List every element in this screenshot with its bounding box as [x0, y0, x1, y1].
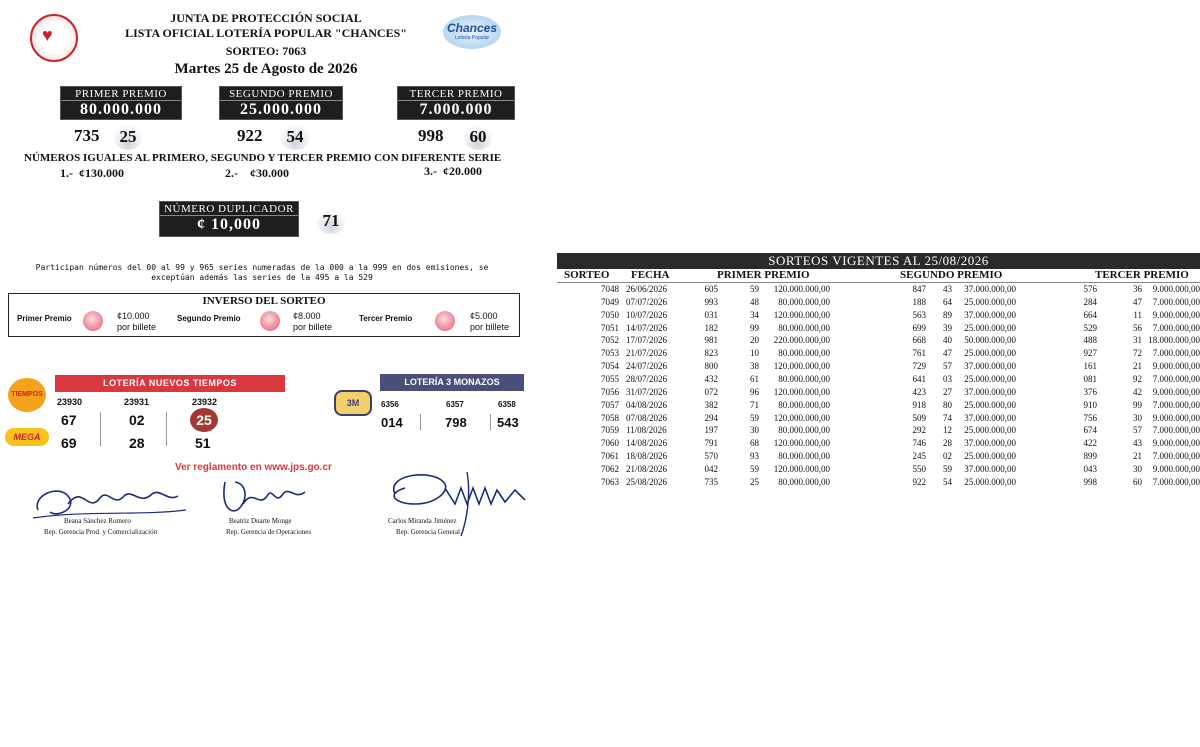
duplicator-box	[159, 201, 299, 237]
cell-p2-monto: 37.000.000,00	[964, 463, 1016, 474]
cell-p1-num: 031	[704, 309, 718, 320]
cell-p2-serie: 03	[943, 373, 952, 384]
table-row	[563, 284, 1200, 295]
cell-fecha: 18/08/2026	[626, 451, 668, 462]
cell-p2-serie: 54	[943, 476, 952, 487]
monazos-result-1: 014	[381, 415, 403, 430]
signature-1-role: Rep. Gerencia Prod. y Comercialización	[44, 528, 158, 536]
cell-sorteo: 7062	[601, 463, 619, 474]
cell-p2-serie: 64	[943, 296, 952, 307]
cell-p3-monto: 7.000.000,00	[1152, 322, 1200, 333]
cell-p3-num: 161	[1083, 361, 1097, 372]
cell-fecha: 14/07/2026	[626, 322, 668, 333]
monazos-divider-2	[490, 414, 491, 430]
monazos-draw-1: 6356	[381, 400, 399, 409]
inverse-item-3-label: Tercer Premio	[359, 314, 413, 323]
monazos-result-3: 543	[497, 415, 519, 430]
cell-p3-num: 576	[1083, 284, 1097, 294]
signature-3-name: Carlos Miranda Jiménez	[388, 517, 457, 525]
cell-p1-monto: 120.000.000,00	[773, 438, 830, 449]
cell-p3-num: 998	[1083, 476, 1097, 487]
cell-p1-serie: 34	[750, 309, 759, 320]
cell-p1-monto: 80.000.000,00	[778, 451, 830, 462]
first-prize-amount: 80.000.000	[80, 101, 162, 118]
nt-draw-3: 23932	[192, 397, 218, 407]
cell-p1-serie: 48	[750, 296, 759, 307]
cell-p2-serie: 39	[943, 322, 952, 333]
cell-p2-monto: 37.000.000,00	[964, 361, 1016, 372]
cell-p2-num: 761	[912, 348, 926, 359]
equal-item-3	[424, 164, 482, 179]
mega-result-3: 51	[195, 435, 211, 451]
third-prize-number: 998	[418, 126, 444, 145]
cell-p1-num: 735	[704, 476, 718, 487]
cell-p3-monto: 9.000.000,00	[1152, 463, 1200, 474]
col-tercer-premio: TERCER PREMIO	[1095, 269, 1189, 281]
cell-p3-monto: 9.000.000,00	[1152, 361, 1200, 372]
cell-p3-num: 664	[1083, 309, 1097, 320]
cell-p1-num: 800	[704, 361, 718, 372]
cell-fecha: 04/08/2026	[626, 399, 668, 410]
cell-p1-monto: 80.000.000,00	[778, 476, 830, 487]
inverse-item-1-label: Primer Premio	[17, 314, 72, 323]
cell-p2-monto: 25.000.000,00	[964, 322, 1016, 333]
cell-sorteo: 7055	[601, 373, 619, 384]
cell-p2-monto: 25.000.000,00	[964, 425, 1016, 436]
cell-p3-serie: 11	[1133, 309, 1142, 320]
cell-p1-monto: 220.000.000,00	[773, 335, 830, 346]
cell-p3-num: 422	[1083, 438, 1097, 449]
cell-p1-monto: 120.000.000,00	[773, 412, 830, 423]
mega-result-2: 28	[129, 435, 145, 451]
cell-p2-serie: 47	[943, 348, 952, 359]
cell-sorteo: 7061	[601, 451, 619, 462]
signature-2-scribble	[215, 474, 315, 520]
cell-p1-serie: 38	[750, 361, 759, 372]
second-prize-label: SEGUNDO PREMIO	[220, 87, 342, 101]
cell-p3-monto: 18.000.000,00	[1148, 335, 1200, 346]
table-row	[563, 477, 1200, 488]
table-row	[563, 297, 1200, 308]
cell-p3-serie: 21	[1133, 451, 1142, 462]
cell-p1-monto: 120.000.000,00	[773, 463, 830, 474]
inverse-item-1-ball	[83, 311, 103, 331]
table-row	[563, 425, 1200, 436]
cell-p2-num: 423	[912, 386, 926, 397]
header-org: JUNTA DE PROTECCIÓN SOCIAL	[170, 11, 362, 25]
participation-note: Participan números del 00 al 99 y 965 series numeradas de la 000 a la 999 en dos emisiones, se exceptúan además las series de la 495 a la 529	[35, 263, 489, 282]
cell-p3-num: 899	[1083, 451, 1097, 462]
cell-p2-serie: 02	[943, 451, 952, 462]
cell-p1-serie: 59	[750, 284, 759, 294]
first-prize-series-ball: 25	[113, 124, 143, 150]
cell-p1-monto: 120.000.000,00	[773, 309, 830, 320]
table-header	[557, 269, 1200, 283]
inverse-item-3-unit: por billete	[470, 322, 510, 332]
inverse-item-2-unit: por billete	[293, 322, 333, 332]
cell-sorteo: 7051	[601, 322, 619, 333]
cell-p3-num: 529	[1083, 322, 1097, 333]
cell-p2-serie: 12	[943, 425, 952, 436]
equal-item-3-amount: ¢20.000	[443, 164, 482, 178]
cell-p3-monto: 9.000.000,00	[1152, 438, 1200, 449]
cell-p1-monto: 120.000.000,00	[773, 361, 830, 372]
table-row	[563, 387, 1200, 398]
nt-draw-1: 23930	[57, 397, 83, 407]
cell-sorteo: 7058	[601, 412, 619, 423]
cell-p1-num: 294	[704, 412, 718, 423]
cell-p2-num: 509	[912, 412, 926, 423]
table-row	[563, 400, 1200, 411]
table-header-rule	[557, 282, 1200, 283]
header-sorteo	[66, 44, 466, 59]
cell-p2-serie: 40	[943, 335, 952, 346]
first-prize-box	[60, 86, 182, 120]
mega-logo: MEGA	[5, 428, 49, 446]
cell-p2-monto: 37.000.000,00	[964, 412, 1016, 423]
cell-p3-monto: 9.000.000,00	[1152, 284, 1200, 294]
cell-p3-serie: 99	[1133, 399, 1142, 410]
equal-item-1-index: 1.-	[60, 166, 73, 180]
mega-result-1: 69	[61, 435, 77, 451]
inverse-item-1-unit: por billete	[117, 322, 157, 332]
cell-p3-monto: 9.000.000,00	[1152, 386, 1200, 397]
third-prize-box	[397, 86, 515, 120]
cell-fecha: 07/08/2026	[626, 412, 668, 423]
chances-logo-text: Chances	[446, 21, 498, 35]
cell-p3-num: 284	[1083, 296, 1097, 307]
cell-sorteo: 7053	[601, 348, 619, 359]
cell-p1-num: 072	[704, 386, 718, 397]
cell-p1-serie: 96	[750, 386, 759, 397]
cell-fecha: 26/06/2026	[626, 284, 668, 294]
cell-p3-serie: 30	[1133, 463, 1142, 474]
cell-p1-serie: 93	[750, 451, 759, 462]
jps-logo-mark: ♥	[42, 25, 53, 45]
cell-p1-serie: 61	[750, 373, 759, 384]
sorteo-label: SORTEO:	[225, 44, 280, 58]
col-primer-premio: PRIMER PREMIO	[717, 269, 810, 281]
cell-sorteo: 7054	[601, 361, 619, 372]
chances-logo-subtext: Lotería Popular	[454, 35, 490, 41]
monazos-result-2: 798	[445, 415, 467, 430]
cell-p2-serie: 80	[943, 399, 952, 410]
cell-p1-serie: 25	[750, 476, 759, 487]
cell-p2-num: 550	[912, 463, 926, 474]
cell-p3-monto: 7.000.000,00	[1152, 399, 1200, 410]
cell-p2-num: 922	[912, 476, 926, 487]
cell-p1-num: 993	[704, 296, 718, 307]
cell-p2-num: 188	[912, 296, 926, 307]
equal-numbers-title: NÚMEROS IGUALES AL PRIMERO, SEGUNDO Y TERCER PREMIO CON DIFERENTE SERIE	[24, 152, 502, 164]
col-fecha: FECHA	[631, 269, 670, 281]
cell-sorteo: 7056	[601, 386, 619, 397]
cell-p1-serie: 99	[750, 322, 759, 333]
cell-sorteo: 7048	[601, 284, 619, 294]
cell-p3-serie: 60	[1133, 476, 1142, 487]
cell-p3-serie: 57	[1133, 425, 1142, 436]
equal-item-2-index: 2.-	[225, 166, 238, 180]
cell-p3-serie: 92	[1133, 373, 1142, 384]
tiempos-logo: TIEMPOS	[8, 378, 46, 412]
cell-p3-num: 081	[1083, 373, 1097, 384]
sorteo-number: 7063	[282, 44, 307, 58]
monazos-banner: LOTERÍA 3 MONAZOS	[380, 374, 524, 391]
cell-fecha: 07/07/2026	[626, 296, 668, 307]
cell-p3-monto: 7.000.000,00	[1152, 296, 1200, 307]
cell-p3-serie: 31	[1133, 335, 1142, 346]
cell-p2-monto: 25.000.000,00	[964, 476, 1016, 487]
cell-p3-num: 043	[1083, 463, 1097, 474]
signature-2-name: Beatriz Duarte Monge	[229, 517, 292, 525]
cell-sorteo: 7060	[601, 438, 619, 449]
nt-draw-2: 23931	[124, 397, 150, 407]
cell-sorteo: 7059	[601, 425, 619, 436]
cell-fecha: 17/07/2026	[626, 335, 668, 346]
equal-item-3-index: 3.-	[424, 164, 437, 178]
inverse-box	[8, 293, 520, 337]
monazos-draw-3: 6358	[498, 400, 516, 409]
cell-p3-serie: 72	[1133, 348, 1142, 359]
cell-p1-num: 432	[704, 373, 718, 384]
nt-divider-1	[100, 412, 101, 446]
duplicator-label: NÚMERO DUPLICADOR	[160, 202, 298, 216]
monazos-logo: 3M	[334, 390, 372, 416]
cell-p2-num: 918	[912, 399, 926, 410]
cell-p3-monto: 7.000.000,00	[1152, 373, 1200, 384]
inverse-item-2-amount: ¢8.000	[293, 311, 321, 321]
cell-p1-serie: 59	[750, 463, 759, 474]
table-row	[563, 310, 1200, 321]
cell-p2-monto: 37.000.000,00	[964, 438, 1016, 449]
cell-p3-num: 488	[1083, 335, 1097, 346]
col-segundo-premio: SEGUNDO PREMIO	[900, 269, 1003, 281]
table-row	[563, 374, 1200, 385]
cell-p2-num: 668	[912, 335, 926, 346]
cell-p3-serie: 30	[1133, 412, 1142, 423]
table-row	[563, 335, 1200, 346]
cell-p2-monto: 37.000.000,00	[964, 386, 1016, 397]
third-prize-series-ball: 60	[463, 124, 493, 150]
cell-p1-num: 197	[704, 425, 718, 436]
cell-fecha: 21/08/2026	[626, 463, 668, 474]
table-row	[563, 348, 1200, 359]
cell-p2-serie: 89	[943, 309, 952, 320]
cell-p2-num: 245	[912, 451, 926, 462]
cell-p1-serie: 10	[750, 348, 759, 359]
cell-p2-num: 746	[912, 438, 926, 449]
second-prize-series-ball: 54	[280, 124, 310, 150]
cell-p2-monto: 25.000.000,00	[964, 373, 1016, 384]
equal-item-2-amount: ¢30.000	[250, 166, 289, 180]
cell-p2-monto: 37.000.000,00	[964, 284, 1016, 294]
cell-p3-serie: 47	[1133, 296, 1142, 307]
nuevos-tiempos-banner: LOTERÍA NUEVOS TIEMPOS	[55, 375, 285, 392]
cell-p3-num: 910	[1083, 399, 1097, 410]
cell-p3-monto: 7.000.000,00	[1152, 451, 1200, 462]
rules-link[interactable]: Ver reglamento en www.jps.go.cr	[175, 462, 332, 473]
cell-p3-monto: 9.000.000,00	[1152, 309, 1200, 320]
table-row	[563, 451, 1200, 462]
cell-p3-num: 756	[1083, 412, 1097, 423]
table-row	[563, 413, 1200, 424]
cell-fecha: 31/07/2026	[626, 386, 668, 397]
cell-p1-serie: 30	[750, 425, 759, 436]
second-prize-amount: 25.000.000	[240, 101, 322, 118]
cell-p1-num: 382	[704, 399, 718, 410]
cell-p3-serie: 21	[1133, 361, 1142, 372]
cell-p3-monto: 7.000.000,00	[1152, 476, 1200, 487]
cell-p1-num: 823	[704, 348, 718, 359]
cell-p3-monto: 7.000.000,00	[1152, 425, 1200, 436]
cell-p1-serie: 59	[750, 412, 759, 423]
third-prize-amount: 7.000.000	[419, 101, 493, 118]
cell-p2-monto: 25.000.000,00	[964, 399, 1016, 410]
nt-divider-2	[166, 412, 167, 446]
cell-p1-num: 981	[704, 335, 718, 346]
cell-p1-serie: 71	[750, 399, 759, 410]
cell-p2-serie: 43	[943, 284, 952, 294]
signature-1-name: Beana Sánchez Romero	[64, 517, 131, 525]
cell-p2-serie: 59	[943, 463, 952, 474]
header-list-title: LISTA OFICIAL LOTERÍA POPULAR "CHANCES"	[125, 26, 407, 40]
cell-fecha: 25/08/2026	[626, 476, 668, 487]
cell-fecha: 28/07/2026	[626, 373, 668, 384]
cell-fecha: 10/07/2026	[626, 309, 668, 320]
header-date: Martes 25 de Agosto de 2026	[174, 61, 358, 77]
nt-result-2: 02	[129, 412, 145, 428]
cell-sorteo: 7057	[601, 399, 619, 410]
inverse-item-3-amount: ¢5.000	[470, 311, 498, 321]
cell-p1-monto: 80.000.000,00	[778, 296, 830, 307]
monazos-draw-2: 6357	[446, 400, 464, 409]
cell-p3-monto: 9.000.000,00	[1152, 412, 1200, 423]
cell-sorteo: 7049	[601, 296, 619, 307]
table-row	[563, 464, 1200, 475]
cell-p2-num: 847	[912, 284, 926, 294]
nt-result-3-ball: 25	[190, 408, 218, 432]
inverse-item-1-amount: ¢10.000	[117, 311, 150, 321]
cell-p3-serie: 56	[1133, 322, 1142, 333]
third-prize-label: TERCER PREMIO	[398, 87, 514, 101]
inverse-title: INVERSO DEL SORTEO	[202, 295, 326, 307]
cell-p1-monto: 80.000.000,00	[778, 425, 830, 436]
cell-p1-monto: 80.000.000,00	[778, 348, 830, 359]
cell-p2-serie: 28	[943, 438, 952, 449]
table-title-bar: SORTEOS VIGENTES AL 25/08/2026	[557, 253, 1200, 269]
first-prize-label: PRIMER PREMIO	[61, 87, 181, 101]
cell-p3-monto: 7.000.000,00	[1152, 348, 1200, 359]
cell-p2-monto: 25.000.000,00	[964, 296, 1016, 307]
inverse-item-2-ball	[260, 311, 280, 331]
second-prize-number: 922	[237, 126, 263, 145]
monazos-divider-1	[420, 414, 421, 430]
cell-p1-serie: 20	[750, 335, 759, 346]
cell-p2-num: 641	[912, 373, 926, 384]
cell-p3-serie: 36	[1133, 284, 1142, 294]
cell-p1-num: 042	[704, 463, 718, 474]
cell-p3-serie: 42	[1133, 386, 1142, 397]
cell-p2-num: 563	[912, 309, 926, 320]
cell-p1-num: 182	[704, 322, 718, 333]
cell-fecha: 14/08/2026	[626, 438, 668, 449]
equal-item-1	[60, 166, 124, 181]
cell-p1-monto: 80.000.000,00	[778, 322, 830, 333]
inverse-item-2-label: Segundo Premio	[177, 314, 241, 323]
cell-p1-monto: 80.000.000,00	[778, 373, 830, 384]
cell-p2-monto: 25.000.000,00	[964, 451, 1016, 462]
cell-sorteo: 7063	[601, 476, 619, 487]
table-row	[563, 361, 1200, 372]
cell-p1-num: 570	[704, 451, 718, 462]
signature-1-scribble	[28, 474, 188, 522]
cell-fecha: 24/07/2026	[626, 361, 668, 372]
chances-logo	[443, 15, 501, 49]
cell-p1-serie: 68	[750, 438, 759, 449]
equal-item-1-amount: ¢130.000	[79, 166, 124, 180]
cell-p1-num: 791	[704, 438, 718, 449]
inverse-item-3-ball	[435, 311, 455, 331]
cell-p2-num: 729	[912, 361, 926, 372]
duplicator-number-ball: 71	[316, 208, 346, 234]
cell-sorteo: 7052	[601, 335, 619, 346]
second-prize-box	[219, 86, 343, 120]
cell-p3-num: 927	[1083, 348, 1097, 359]
cell-p2-num: 292	[912, 425, 926, 436]
signature-2-role: Rep. Gerencia de Operaciones	[226, 528, 312, 536]
cell-p3-serie: 43	[1133, 438, 1142, 449]
cell-p2-serie: 57	[943, 361, 952, 372]
table-row	[563, 438, 1200, 449]
cell-p2-monto: 25.000.000,00	[964, 348, 1016, 359]
equal-item-2	[225, 166, 289, 181]
first-prize-number: 735	[74, 126, 100, 145]
col-sorteo: SORTEO	[564, 269, 610, 281]
nt-result-1: 67	[61, 412, 77, 428]
cell-p3-num: 674	[1083, 425, 1097, 436]
cell-p1-num: 605	[704, 284, 718, 294]
cell-p1-monto: 120.000.000,00	[773, 386, 830, 397]
cell-p3-num: 376	[1083, 386, 1097, 397]
cell-fecha: 21/07/2026	[626, 348, 668, 359]
cell-p2-monto: 50.000.000,00	[964, 335, 1016, 346]
cell-sorteo: 7050	[601, 309, 619, 320]
cell-p2-serie: 27	[943, 386, 952, 397]
cell-p2-num: 699	[912, 322, 926, 333]
duplicator-amount: ¢ 10,000	[197, 216, 261, 233]
cell-p1-monto: 80.000.000,00	[778, 399, 830, 410]
cell-p2-serie: 74	[943, 412, 952, 423]
cell-fecha: 11/08/2026	[626, 425, 667, 436]
cell-p1-monto: 120.000.000,00	[773, 284, 830, 294]
cell-p2-monto: 37.000.000,00	[964, 309, 1016, 320]
signature-3-role: Rep. Gerencia General	[396, 528, 460, 536]
table-row	[563, 323, 1200, 334]
